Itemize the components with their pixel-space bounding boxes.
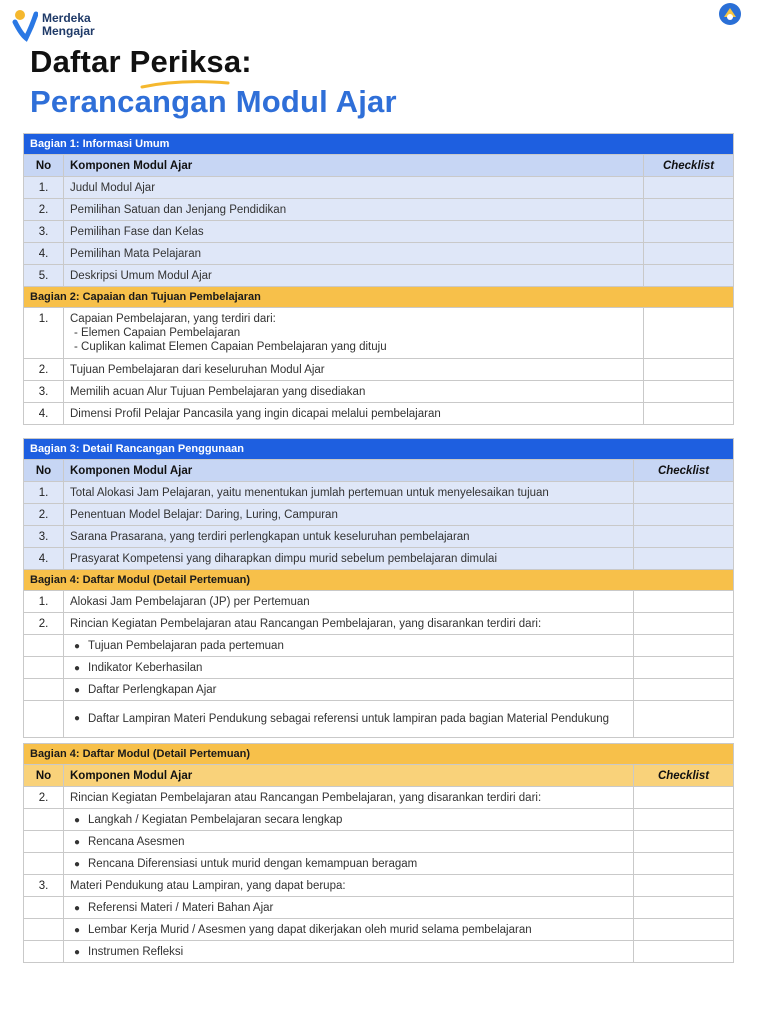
checklist-cell[interactable] (644, 308, 734, 359)
page-title-line1: Daftar Periksa: (30, 44, 252, 79)
checklist-cell[interactable] (634, 548, 734, 570)
checklist-cell[interactable] (644, 265, 734, 287)
section-header-bagian2: Bagian 2: Capaian dan Tujuan Pembelajaran (24, 287, 734, 308)
bullet-icon: ● (74, 640, 81, 652)
table-row: 4. Pemilihan Mata Pelajaran (24, 243, 734, 265)
table-row: 2. Rincian Kegiatan Pembelajaran atau Rancangan Pembelajaran, yang disarankan terdiri dari: (24, 787, 734, 809)
logo-mark-icon (12, 8, 38, 42)
checklist-cell[interactable] (634, 482, 734, 504)
list-item: ● Referensi Materi / Materi Bahan Ajar (24, 897, 734, 919)
table-row: 1. Capaian Pembelajaran, yang terdiri dari: - Elemen Capaian Pembelajaran - Cuplikan kalimat Elemen Capaian Pembelajaran yang dituju (24, 308, 734, 359)
checklist-cell[interactable] (644, 381, 734, 403)
checklist-cell[interactable] (644, 221, 734, 243)
checklist-cell[interactable] (634, 635, 734, 657)
list-item: ● Langkah / Kegiatan Pembelajaran secara lengkap (24, 809, 734, 831)
list-item: ● Lembar Kerja Murid / Asesmen yang dapat dikerjakan oleh murid selama pembelajaran (24, 919, 734, 941)
bullet-icon: ● (74, 814, 81, 826)
checklist-cell[interactable] (644, 199, 734, 221)
checklist-table-part2 (23, 438, 734, 738)
tut-wuri-handayani-emblem-icon (718, 2, 742, 26)
list-item: ● Tujuan Pembelajaran pada pertemuan (24, 635, 734, 657)
table-row: 2. Penentuan Model Belajar: Daring, Luring, Campuran (24, 504, 734, 526)
column-header: No Komponen Modul Ajar Checklist (24, 460, 734, 482)
table-row: 3. Sarana Prasarana, yang terdiri perlengkapan untuk keseluruhan pembelajaran (24, 526, 734, 548)
checklist-cell[interactable] (634, 679, 734, 701)
table-row: 1. Alokasi Jam Pembelajaran (JP) per Pertemuan (24, 591, 734, 613)
checklist-cell[interactable] (634, 526, 734, 548)
table-row: 4. Dimensi Profil Pelajar Pancasila yang ingin dicapai melalui pembelajaran (24, 403, 734, 425)
checklist-cell[interactable] (634, 875, 734, 897)
table-row: 4. Prasyarat Kompetensi yang diharapkan dimpu murid sebelum pembelajaran dimulai (24, 548, 734, 570)
column-header: No Komponen Modul Ajar Checklist (24, 155, 734, 177)
table-row: 1. Judul Modul Ajar (24, 177, 734, 199)
checklist-cell[interactable] (644, 177, 734, 199)
section-header-bagian3: Bagian 3: Detail Rancangan Penggunaan (24, 439, 734, 460)
checklist-cell[interactable] (634, 613, 734, 635)
section-header-bagian4: Bagian 4: Daftar Modul (Detail Pertemuan) (24, 570, 734, 591)
bullet-icon: ● (74, 684, 81, 696)
table-row: 1. Total Alokasi Jam Pelajaran, yaitu menentukan jumlah pertemuan untuk menyelesaikan tujuan (24, 482, 734, 504)
merdeka-mengajar-logo (12, 6, 132, 42)
bullet-icon: ● (74, 924, 81, 936)
table-row: 2. Tujuan Pembelajaran dari keseluruhan Modul Ajar (24, 359, 734, 381)
bullet-icon: ● (74, 946, 81, 958)
table-row: 2. Rincian Kegiatan Pembelajaran atau Rancangan Pembelajaran, yang disarankan terdiri dari: (24, 613, 734, 635)
table-row: 3. Materi Pendukung atau Lampiran, yang dapat berupa: (24, 875, 734, 897)
table-row: 5. Deskripsi Umum Modul Ajar (24, 265, 734, 287)
bullet-icon: ● (74, 713, 81, 724)
checklist-cell[interactable] (634, 701, 734, 738)
checklist-cell[interactable] (634, 657, 734, 679)
checklist-cell[interactable] (644, 359, 734, 381)
list-item: ● Daftar Perlengkapan Ajar (24, 679, 734, 701)
brand-line2: Mengajar (42, 24, 95, 38)
checklist-cell[interactable] (634, 809, 734, 831)
table-row: 2. Pemilihan Satuan dan Jenjang Pendidikan (24, 199, 734, 221)
brand-line1: Merdeka (42, 11, 91, 25)
checklist-cell[interactable] (634, 941, 734, 963)
list-item: ● Rencana Diferensiasi untuk murid dengan kemampuan beragam (24, 853, 734, 875)
list-item: ● Instrumen Refleksi (24, 941, 734, 963)
checklist-table-part3 (23, 743, 734, 963)
table-row: 3. Pemilihan Fase dan Kelas (24, 221, 734, 243)
checklist-table-part1 (23, 133, 734, 425)
section-header-bagian4: Bagian 4: Daftar Modul (Detail Pertemuan) (24, 744, 734, 765)
checklist-cell[interactable] (634, 504, 734, 526)
checklist-cell[interactable] (634, 591, 734, 613)
checklist-cell[interactable] (634, 831, 734, 853)
list-item: ● Daftar Lampiran Materi Pendukung sebagai referensi untuk lampiran pada bagian Material Pendukung (24, 701, 734, 738)
checklist-cell[interactable] (634, 919, 734, 941)
bullet-icon: ● (74, 836, 81, 848)
section-header-bagian1: Bagian 1: Informasi Umum (24, 134, 734, 155)
bullet-icon: ● (74, 902, 81, 914)
checklist-cell[interactable] (634, 853, 734, 875)
checklist-cell[interactable] (634, 787, 734, 809)
table-row: 3. Memilih acuan Alur Tujuan Pembelajaran yang disediakan (24, 381, 734, 403)
bullet-icon: ● (74, 662, 81, 674)
bullet-icon: ● (74, 858, 81, 870)
list-item: ● Indikator Keberhasilan (24, 657, 734, 679)
checklist-cell[interactable] (644, 243, 734, 265)
list-item: ● Rencana Asesmen (24, 831, 734, 853)
column-header: No Komponen Modul Ajar Checklist (24, 765, 734, 787)
checklist-cell[interactable] (644, 403, 734, 425)
page-title-line2: Perancangan Modul Ajar (30, 84, 397, 119)
checklist-cell[interactable] (634, 897, 734, 919)
